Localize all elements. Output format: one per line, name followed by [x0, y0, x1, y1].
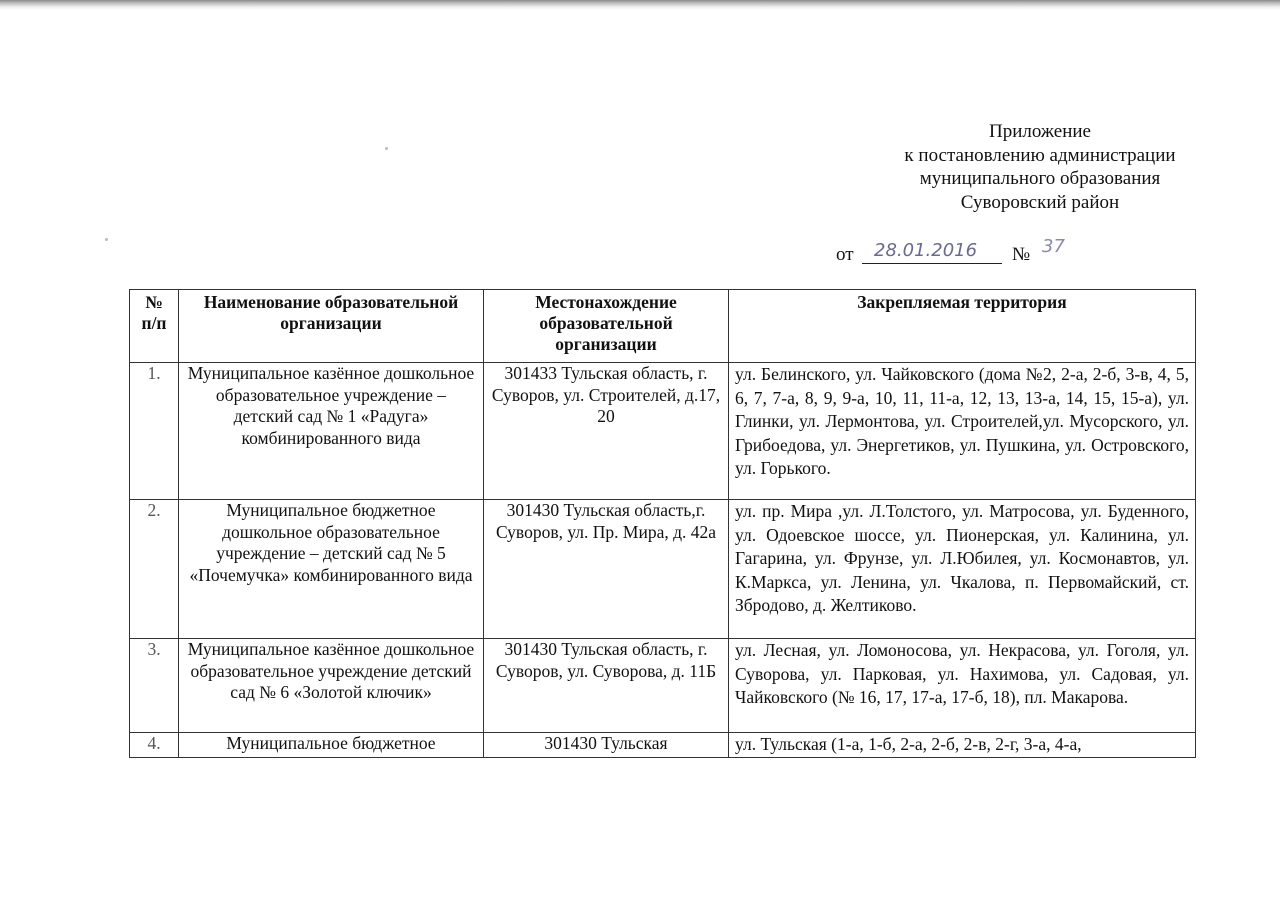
from-label: от	[836, 244, 854, 265]
org-location: 301430 Тульская область,г. Суворов, ул. Пр. Мира, д. 42а	[484, 500, 729, 639]
appendix-line: к постановлению администрации	[904, 144, 1176, 166]
appendix-header	[880, 120, 1200, 214]
header-location: Местонахождение образовательной организации	[484, 290, 729, 363]
number-label: №	[1012, 244, 1031, 265]
assigned-territory: ул. пр. Мира ,ул. Л.Толстого, ул. Матросова, ул. Буденного, ул. Одоевское шоссе, ул. Пионерская, ул. Калинина, ул. Гагарина, ул. Фрунзе, ул. Л.Юбилея, ул. Космонавтов, ул. К.Маркса, ул. Ленина, ул. Чкалова, п. Первомайский, ст. Збродово, д. Желтиково.	[729, 500, 1196, 639]
scan-speck	[105, 238, 108, 241]
header-name: Наименование образовательной организации	[179, 290, 484, 363]
org-name: Муниципальное казённое дошкольное образовательное учреждение – детский сад № 1 «Радуга» комбинированного вида	[179, 363, 484, 500]
assigned-territory: ул. Лесная, ул. Ломоносова, ул. Некрасова, ул. Гоголя, ул. Суворова, ул. Парковая, ул. Нахимова, ул. Садовая, ул. Чайковского (№ 16, 17, 17-а, 17-б, 18), пл. Макарова.	[729, 639, 1196, 733]
org-location: 301430 Тульская область, г. Суворов, ул. Суворова, д. 11Б	[484, 639, 729, 733]
org-location: 301433 Тульская область, г. Суворов, ул. Строителей, д.17, 20	[484, 363, 729, 500]
decree-date-line	[836, 236, 1136, 268]
territory-table	[129, 289, 1196, 758]
row-num: 3.	[130, 639, 179, 733]
decree-date: 28.01.2016	[862, 240, 1002, 264]
row-num: 4.	[130, 733, 179, 758]
appendix-title: Приложение	[989, 121, 1091, 142]
header-territory: Закрепляемая территория	[729, 290, 1196, 363]
assigned-territory: ул. Тульская (1-а, 1-б, 2-а, 2-б, 2-в, 2-г, 3-а, 4-а,	[729, 733, 1196, 758]
table-row	[130, 639, 1196, 733]
table-header-row	[130, 290, 1196, 363]
row-num: 1.	[130, 363, 179, 500]
table-row	[130, 500, 1196, 639]
header-num: № п/п	[130, 290, 179, 363]
row-num: 2.	[130, 500, 179, 639]
assigned-territory: ул. Белинского, ул. Чайковского (дома №2, 2-а, 2-б, 3-в, 4, 5, 6, 7, 7-а, 8, 9, 9-а, 10, 11, 11-а, 12, 13, 13-а, 14, 15, 15-а), ул. Глинки, ул. Лермонтова, ул. Строителей,ул. Мусорского, ул. Грибоедова, ул. Энергетиков, ул. Пушкина, ул. Островского, ул. Горького.	[729, 363, 1196, 500]
decree-number: 37	[1042, 236, 1065, 257]
scan-top-edge	[0, 0, 1280, 10]
table-row	[130, 733, 1196, 758]
scan-speck	[385, 147, 388, 150]
org-location: 301430 Тульская	[484, 733, 729, 758]
table-row	[130, 363, 1196, 500]
org-name: Муниципальное бюджетное	[179, 733, 484, 758]
org-name: Муниципальное казённое дошкольное образовательное учреждение детский сад № 6 «Золотой ключик»	[179, 639, 484, 733]
org-name: Муниципальное бюджетное дошкольное образовательное учреждение – детский сад № 5 «Почемучка» комбинированного вида	[179, 500, 484, 639]
appendix-line: муниципального образования	[919, 168, 1161, 189]
appendix-line: Суворовский район	[960, 191, 1120, 213]
